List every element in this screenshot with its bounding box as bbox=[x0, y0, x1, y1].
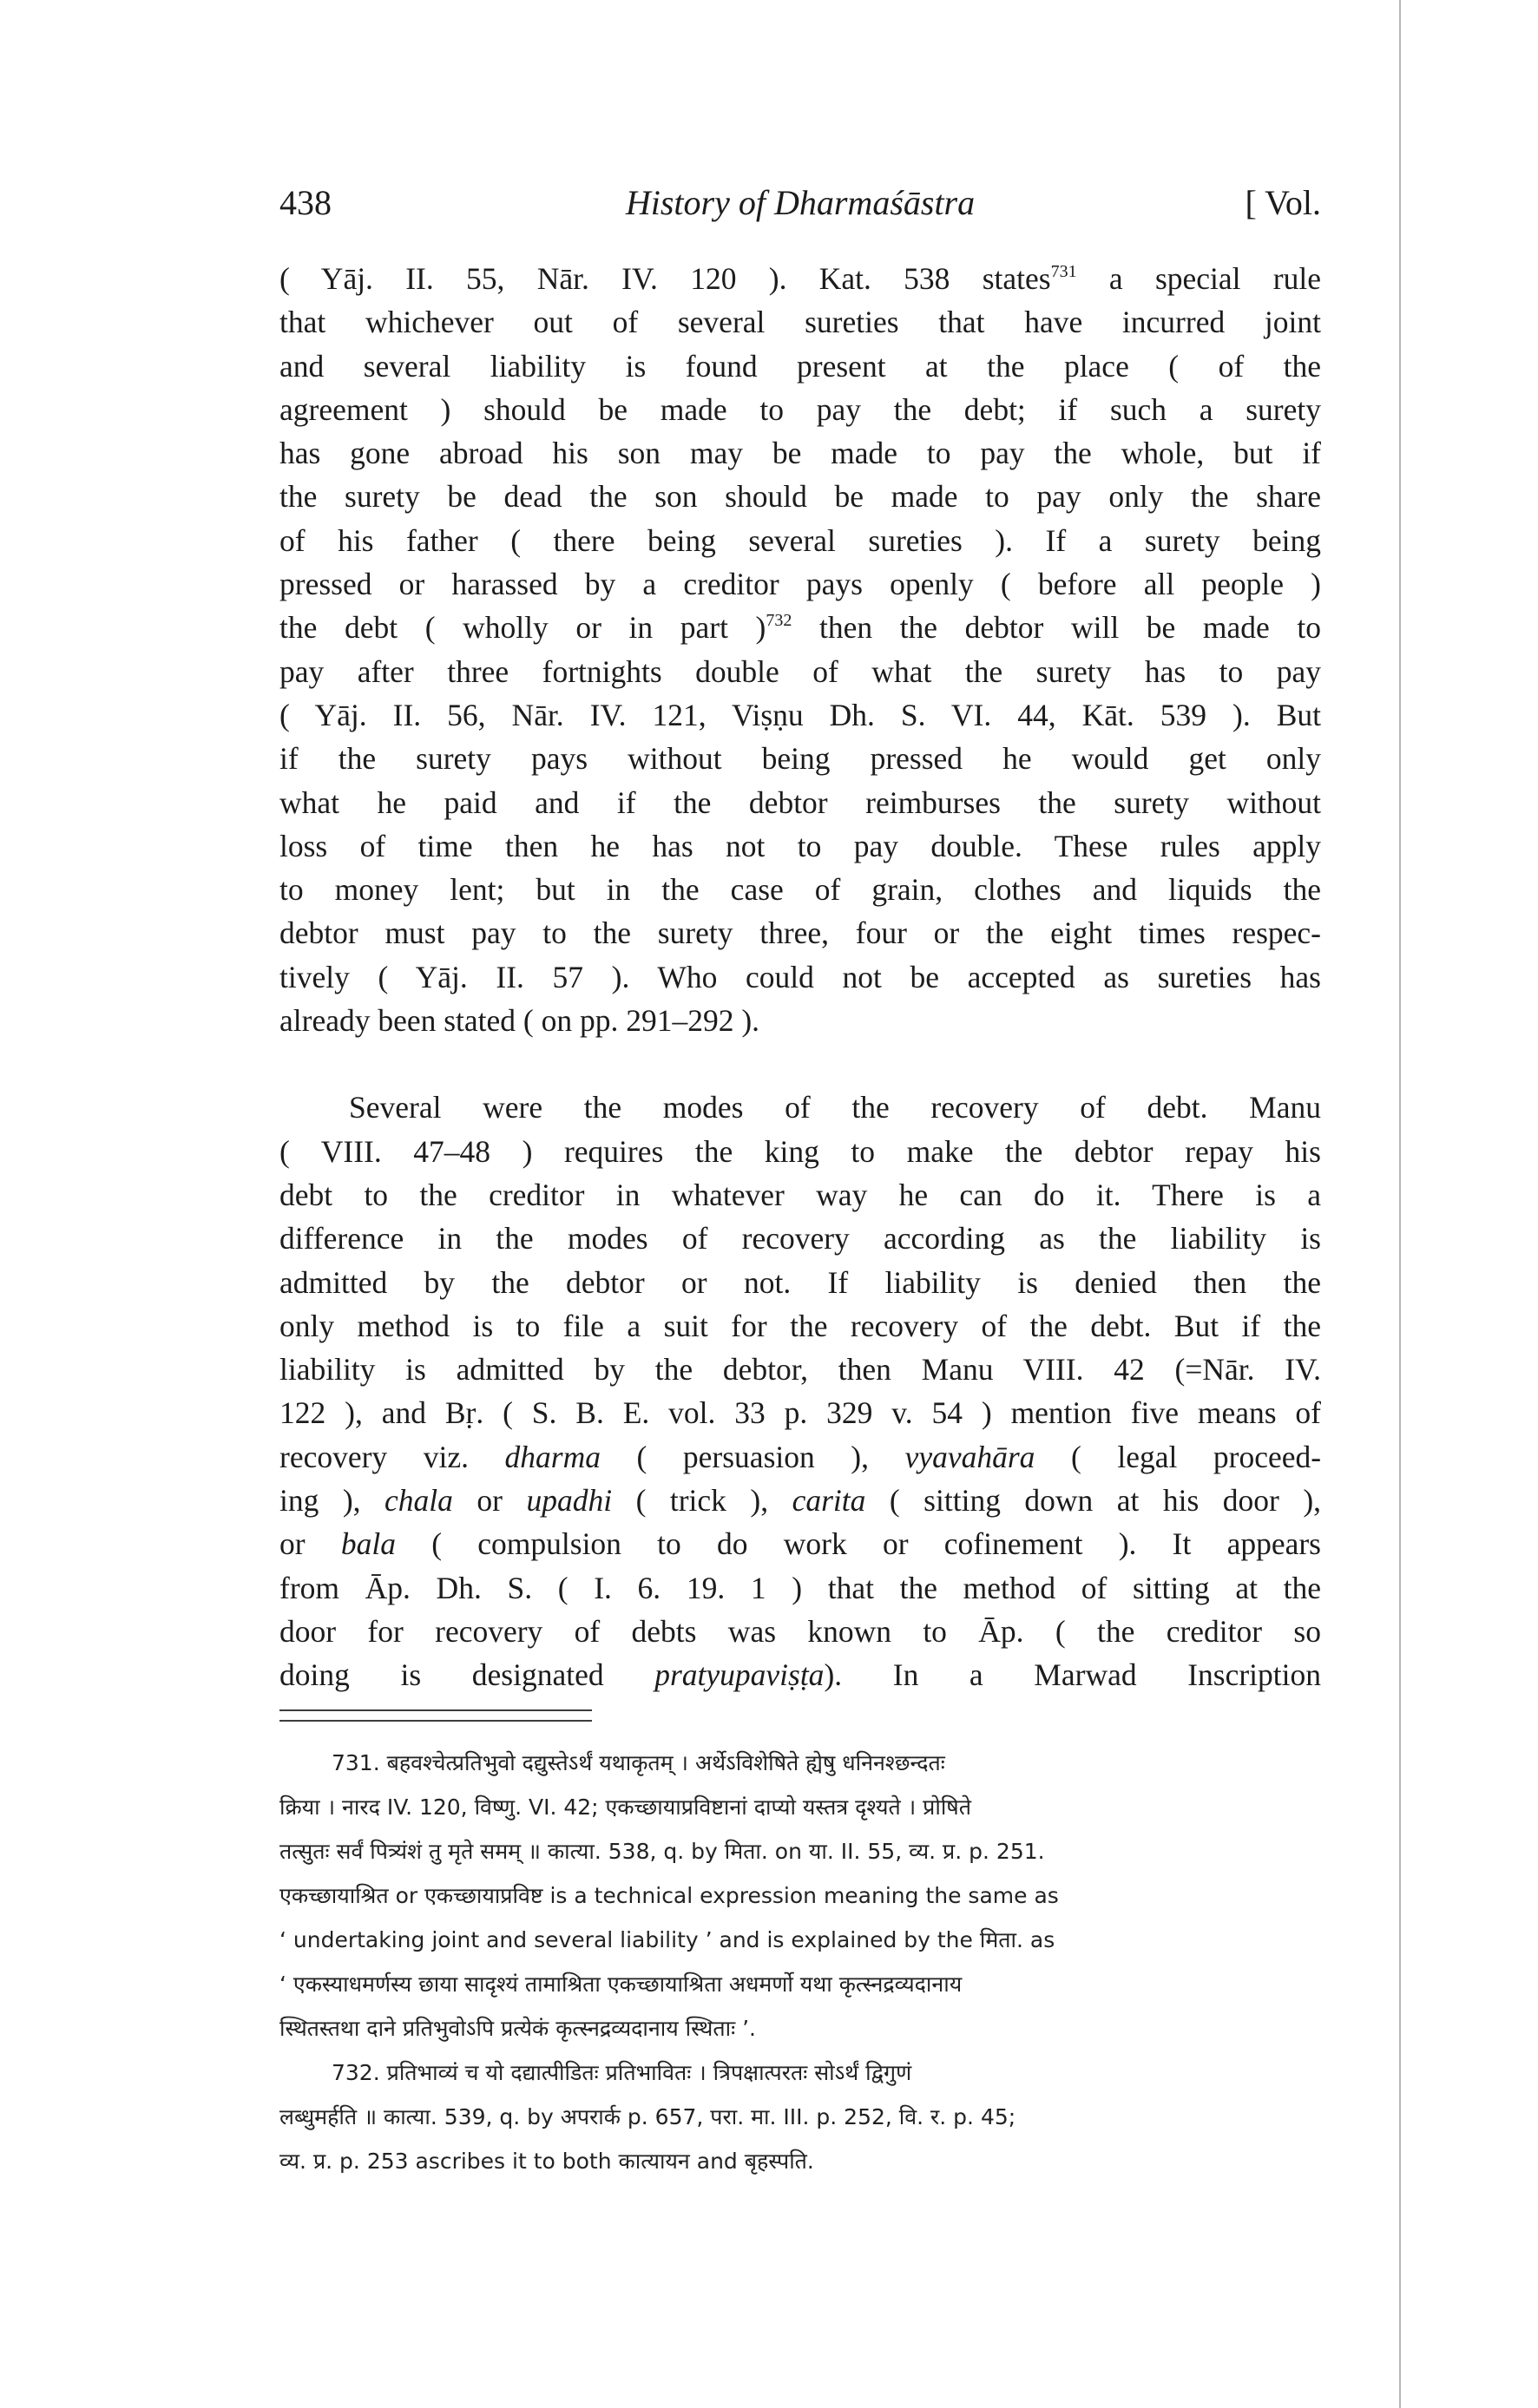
text-line: liability is admitted by the debtor, then Manu VIII. 42 (=Nār. IV. bbox=[279, 1352, 1321, 1388]
body-text bbox=[279, 257, 1321, 1697]
text-line: ( Yāj. II. 55, Nār. IV. 120 ). Kat. 538 states$^{731}$ a special rule bbox=[279, 261, 1321, 296]
text-line: of his father ( there being several sureties ). If a surety being bbox=[279, 522, 1321, 558]
text-line: pressed or harassed by a creditor pays openly ( before all people ) bbox=[279, 567, 1321, 602]
page-header bbox=[279, 174, 1321, 234]
text-line: that whichever out of several sureties that have incurred joint bbox=[279, 305, 1321, 340]
text-line: the surety be dead the son should be made to pay only the share bbox=[279, 479, 1321, 515]
term-vyavahara: vyavahāra bbox=[904, 1439, 1035, 1474]
footnote-731-line: क्रिया । नारद IV. 120, विष्णु. VI. 42; एकच्छायाप्रविष्टानां दाप्यो यस्तत्र दृश्यते । प्रोषिते bbox=[279, 1795, 972, 1820]
paragraph-recovery-modes bbox=[279, 1086, 1321, 1696]
text-line: to money lent; but in the case of grain, clothes and liquids the bbox=[279, 872, 1321, 908]
footnote-731-line: 731. बहवश्चेत्प्रतिभुवो दद्युस्तेऽर्थं यथाकृतम् । अर्थेऽविशेषिते ह्येषु धनिनश्छन्दतः bbox=[332, 1750, 945, 1775]
footnote-ref-732[interactable]: 732 bbox=[766, 611, 792, 631]
footnote-divider bbox=[279, 1709, 592, 1722]
text-line: if the surety pays without being pressed he would get only bbox=[279, 741, 1321, 777]
text-line: Several were the modes of the recovery of debt. Manu bbox=[349, 1090, 1321, 1125]
text-line: and several liability is found present at the place ( of the bbox=[279, 348, 1321, 384]
text-line: doing is designated pratyupaviṣṭa). In a Marwad Inscription bbox=[279, 1657, 1322, 1693]
footnotes bbox=[279, 1741, 1321, 2183]
paragraph-sureties bbox=[279, 257, 1321, 1042]
footnote-731-line: तत्सुतः सर्वं पित्र्यंशं तु मृते समम् ॥ कात्या. 538, q. by मिता. on या. II. 55, व्य. प्र. p. 251. bbox=[279, 1839, 1045, 1864]
text-line: difference in the modes of recovery according as the liability is bbox=[279, 1221, 1321, 1256]
text-line: what he paid and if the debtor reimburses the surety without bbox=[279, 784, 1321, 820]
text-line: ( Yāj. II. 56, Nār. IV. 121, Viṣṇu Dh. S. VI. 44, Kāt. 539 ). But bbox=[279, 697, 1321, 732]
footnote-731-line: ‘ एकस्याधमर्णस्य छाया सादृश्यं तामाश्रिता एकच्छायाश्रिता अधमर्णो यथा कृत्स्नद्रव्यदानाय bbox=[279, 1972, 963, 1997]
text-line: pay after three fortnights double of what the surety has to pay bbox=[279, 653, 1321, 689]
term-pratyupavista: pratyupaviṣṭa bbox=[654, 1657, 825, 1693]
footnote-731-line: ‘ undertaking joint and several liability ’ and is explained by the मिता. as bbox=[279, 1927, 1055, 1952]
term-dharma: dharma bbox=[504, 1439, 601, 1474]
footnote-732-line: लब्धुमर्हति ॥ कात्या. 539, q. by अपरार्क p. 657, परा. मा. III. p. 252, वि. र. p. 45; bbox=[279, 2104, 1016, 2129]
page-number: 438 bbox=[279, 183, 332, 222]
text-line: door for recovery of debts was known to Āp. ( the creditor so bbox=[279, 1613, 1321, 1649]
term-carita: carita bbox=[792, 1483, 866, 1519]
text-line: admitted by the debtor or not. If liability is denied then the bbox=[279, 1264, 1321, 1300]
text-line: the debt ( wholly or in part )$^{732}$ then the debtor will be made to bbox=[279, 610, 1322, 646]
text-line: 122 ), and Bṛ. ( S. B. E. vol. 33 p. 329 v. 54 ) mention five means of bbox=[279, 1395, 1321, 1431]
term-upadhi: upadhi bbox=[526, 1483, 613, 1519]
text-line: ing ), chala or upadhi ( trick ), carita ( sitting down at his door ), bbox=[279, 1483, 1322, 1519]
running-title: History of Dharmaśāstra bbox=[625, 183, 976, 222]
footnote-731-line: स्थितस्तथा दाने प्रतिभुवोऽपि प्रत्येकं कृत्स्नद्रव्यदानाय स्थिताः ’. bbox=[279, 2016, 756, 2041]
footnote-ref-731[interactable]: 731 bbox=[1050, 262, 1077, 281]
term-chala: chala bbox=[384, 1483, 453, 1519]
text-line: already been stated ( on pp. 291–292 ). bbox=[279, 1003, 760, 1039]
scan-border-line bbox=[1399, 0, 1401, 2408]
text-line: or bala ( compulsion to do work or cofinement ). It appears bbox=[279, 1526, 1321, 1562]
volume-marker: [ Vol. bbox=[1245, 183, 1321, 222]
footnote-731-line: एकच्छायाश्रित or एकच्छायाप्रविष्ट is a technical expression meaning the same as bbox=[279, 1883, 1059, 1908]
text-line: tively ( Yāj. II. 57 ). Who could not be accepted as sureties has bbox=[279, 959, 1321, 994]
text-line: debt to the creditor in whatever way he can do it. There is a bbox=[279, 1177, 1321, 1212]
text-line: only method is to file a suit for the recovery of the debt. But if the bbox=[279, 1308, 1321, 1343]
text-line: has gone abroad his son may be made to pay the whole, but if bbox=[279, 436, 1321, 471]
text-line: ( VIII. 47–48 ) requires the king to make the debtor repay his bbox=[279, 1133, 1321, 1169]
footnote-732-line: व्य. प्र. p. 253 ascribes it to both कात्यायन and बृहस्पति. bbox=[279, 2149, 814, 2174]
text-line: from Āp. Dh. S. ( I. 6. 19. 1 ) that the method of sitting at the bbox=[279, 1570, 1321, 1605]
text-line: loss of time then he has not to pay double. These rules apply bbox=[279, 828, 1321, 863]
text-line: debtor must pay to the surety three, four or the eight times respec- bbox=[279, 915, 1321, 951]
text-line: agreement ) should be made to pay the debt; if such a surety bbox=[279, 391, 1321, 427]
footnote-732-line: 732. प्रतिभाव्यं च यो दद्यात्पीडितः प्रतिभावितः । त्रिपक्षात्परतः सोऽर्थं द्विगुणं bbox=[332, 2060, 912, 2085]
term-bala: bala bbox=[340, 1526, 396, 1562]
text-line: recovery viz. dharma ( persuasion ), vyavahāra ( legal proceed- bbox=[279, 1439, 1322, 1474]
